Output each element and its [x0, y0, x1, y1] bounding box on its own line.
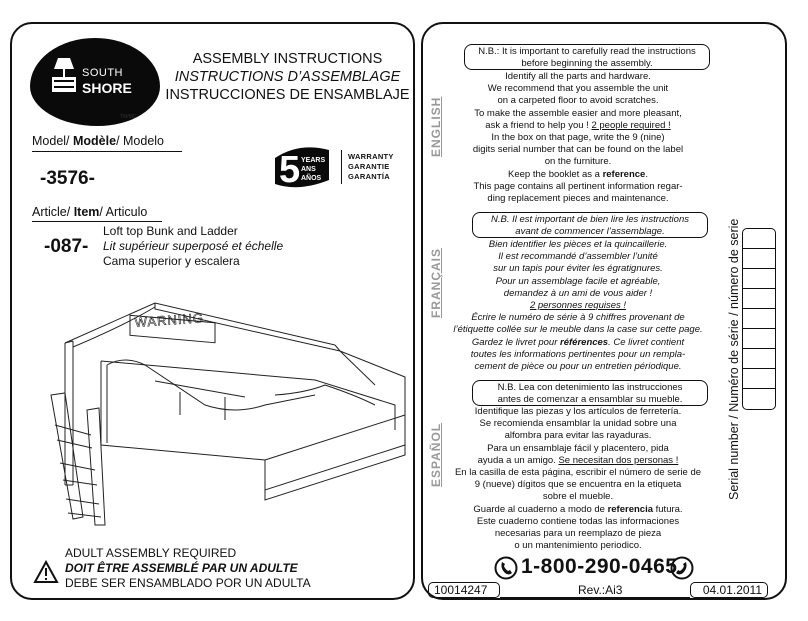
model-underline — [32, 151, 182, 152]
spanish-line: Este cuaderno contiene todas las informaciones — [476, 515, 680, 527]
spanish-line: 9 (nueve) dígitos que se encuentra en la etiqueta — [474, 479, 682, 491]
french-line — [434, 337, 722, 349]
warranty-years-fr: ANS — [301, 166, 316, 173]
french-line: cement de pièce ou pour un entretien périodique. — [474, 361, 682, 373]
model-label-en: Model/ — [32, 134, 73, 148]
french-two-people: 2 personnes requises ! — [529, 300, 627, 312]
english-line-part: Keep the booklet as a — [508, 168, 603, 180]
french-line: demandez à un ami de vous aider ! — [503, 287, 653, 299]
article-code: -087- — [44, 236, 89, 257]
spanish-reference: referencia — [607, 503, 653, 515]
spanish-line: alfombra para evitar las rayaduras. — [504, 430, 652, 442]
bed-warning-label: WARNING — [134, 310, 205, 330]
brand-name — [82, 66, 132, 96]
article-desc-es: Cama superior y escalera — [103, 254, 240, 268]
adult-assembly-es: DEBE SER ENSAMBLADO POR UN ADULTA — [65, 576, 311, 590]
french-line-part: . Ce livret contient — [608, 336, 685, 348]
english-line — [434, 169, 722, 181]
spanish-line-part: Guarde al cuaderno a modo de — [473, 503, 608, 515]
spanish-header-line1: N.B. Lea con detenimiento las instrucciones — [497, 382, 683, 393]
english-line-part: . — [645, 168, 648, 180]
phone-number: 1-800-290-0465 — [521, 555, 678, 578]
english-line: on a carpeted floor to avoid scratches. — [497, 95, 659, 107]
english-line: To make the assemble easier and more pleasant, — [474, 107, 682, 119]
title-en: ASSEMBLY INSTRUCTIONS — [192, 51, 383, 67]
french-reference: références — [560, 336, 609, 348]
warranty-label-fr: GARANTIE — [348, 162, 390, 171]
tab-espanol: ESPAÑOL — [429, 422, 443, 487]
article-underline — [32, 221, 162, 222]
adult-assembly-notice — [65, 546, 311, 591]
article-desc-fr: Lit supérieur superposé et échelle — [103, 239, 284, 253]
spanish-header-box — [472, 380, 708, 406]
serial-digit-cell[interactable] — [743, 249, 775, 269]
serial-digit-cell[interactable] — [743, 269, 775, 289]
serial-digit-cell[interactable] — [743, 329, 775, 349]
english-line: ding replacement pieces and maintenance. — [487, 193, 669, 205]
doc-number-box — [428, 582, 500, 598]
warranty-label-en: WARRANTY — [348, 152, 394, 161]
serial-number-label: Serial number / Numéro de série / número de serie — [727, 218, 741, 500]
french-header-line1: N.B. Il est important de bien lire les instructions — [490, 214, 689, 225]
article-label-fr: Item — [73, 205, 100, 219]
serial-digit-cell[interactable] — [743, 369, 775, 389]
english-line: on the furniture. — [544, 156, 612, 168]
serial-digit-cell[interactable] — [743, 349, 775, 369]
article-description — [103, 224, 283, 269]
adult-assembly-en: ADULT ASSEMBLY REQUIRED — [65, 546, 237, 560]
title-es: INSTRUCCIONES DE ENSAMBLAJE — [165, 87, 410, 103]
english-line: In the box on that page, write the 9 (nine) — [491, 132, 665, 144]
french-line: Pour un assemblage facile et agréable, — [495, 275, 661, 287]
french-header-box — [472, 212, 708, 238]
serial-digit-cell[interactable] — [743, 289, 775, 309]
brand-line1: SOUTH — [82, 67, 123, 79]
english-body — [434, 71, 722, 205]
french-body — [434, 239, 722, 373]
english-line — [434, 120, 722, 132]
spanish-line: o un mantenimiento periodico. — [514, 540, 642, 552]
article-label-en: Article/ — [32, 205, 74, 219]
english-line: digits serial number that can be found on the label — [472, 144, 684, 156]
english-line: We recommend that you assemble the unit — [487, 83, 669, 95]
serial-number-boxes[interactable] — [742, 228, 776, 410]
brand-line2: SHORE — [82, 80, 132, 96]
english-line: This page contains all pertinent information regar- — [473, 180, 683, 192]
french-line: Bien identifier les pièces et la quincaillerie. — [488, 239, 668, 250]
english-two-people: 2 people required ! — [591, 119, 671, 131]
french-line: toutes les informations pertinentes pour un rempla- — [470, 348, 686, 360]
english-header-box — [464, 44, 710, 70]
date: 04.01.2011 — [702, 583, 762, 597]
warranty-years-es: AÑOS — [301, 175, 322, 182]
footer-rule — [500, 597, 690, 598]
lamp-dresser-logo-icon — [50, 56, 78, 94]
spanish-line: Se recomienda ensamblar la unidad sobre una — [479, 418, 677, 430]
english-line-part: ask a friend to help you ! — [485, 119, 592, 131]
warranty-years-number: 5 — [279, 149, 301, 191]
french-line: Écrire le numéro de série à 9 chiffres provenant de — [471, 312, 685, 324]
spanish-line: Identifique las piezas y los artículos de ferretería. — [474, 406, 682, 417]
french-line: l’étiquette collée sur le meuble dans la case sur cette page. — [453, 324, 703, 336]
revision: Rev.:Ai3 — [578, 583, 623, 597]
warranty-divider — [341, 150, 342, 184]
french-header-line2: avant de commencer l’assemblage. — [515, 226, 665, 237]
english-reference: reference — [602, 168, 646, 180]
english-header-line1: N.B.: It is important to carefully read the instructions — [478, 46, 696, 57]
spanish-line-part: futura. — [653, 503, 683, 515]
spanish-line-part: ayuda a un amigo. — [477, 454, 559, 466]
article-desc-en: Loft top Bunk and Ladder — [103, 224, 238, 238]
spanish-line: Para un ensamblaje fácil y placentero, pida — [487, 442, 669, 454]
french-line: sur un tapis pour éviter les égratignures. — [493, 263, 663, 275]
spanish-line — [434, 455, 722, 467]
phone-icon-left — [494, 556, 518, 580]
adult-assembly-fr: DOIT ÊTRE ASSEMBLÉ PAR UN ADULTE — [65, 561, 298, 575]
spanish-line: sobre el mueble. — [542, 491, 614, 503]
article-label-es: / Articulo — [99, 205, 148, 219]
spanish-body — [434, 406, 722, 552]
english-line: Identify all the parts and hardware. — [505, 71, 651, 82]
warranty-years-en: YEARS — [301, 157, 326, 164]
spanish-line — [434, 504, 722, 516]
english-header-line2: before beginning the assembly. — [521, 58, 653, 69]
bunk-bed-illustration — [35, 285, 410, 530]
tab-english: ENGLISH — [429, 96, 443, 157]
french-line: Il est recommandé d’assembler l’unité — [498, 251, 658, 263]
warranty-5-years-icon — [269, 140, 335, 192]
warranty-labels — [348, 152, 394, 182]
trademark-mark: TM/MC — [120, 114, 137, 120]
serial-digit-cell[interactable] — [743, 389, 775, 409]
title-fr: INSTRUCTIONS D’ASSEMBLAGE — [174, 69, 401, 85]
spanish-two-people: Se necesitan dos personas ! — [558, 454, 679, 466]
serial-digit-cell[interactable] — [743, 309, 775, 329]
phone-icon-right — [670, 556, 694, 580]
spanish-header-line2: antes de comenzar a ensamblar su mueble. — [497, 394, 683, 405]
doc-number: 10014247 — [434, 583, 488, 597]
spanish-line: necesarias para un reemplazo de pieza — [494, 528, 662, 540]
date-box — [690, 582, 768, 598]
warranty-label-es: GARANTÍA — [348, 172, 390, 181]
model-label-es: / Modelo — [116, 134, 165, 148]
model-label-fr: Modèle — [73, 134, 117, 148]
serial-digit-cell[interactable] — [743, 229, 775, 249]
model-code: -3576- — [40, 168, 95, 189]
spanish-line: En la casilla de esta página, escribir el número de serie de — [454, 467, 702, 479]
article-label — [32, 205, 147, 219]
model-label — [32, 134, 164, 148]
warning-triangle-icon — [33, 560, 59, 584]
tab-francais: FRANÇAIS — [429, 248, 443, 318]
french-line-part: Gardez le livret pour — [471, 336, 561, 348]
